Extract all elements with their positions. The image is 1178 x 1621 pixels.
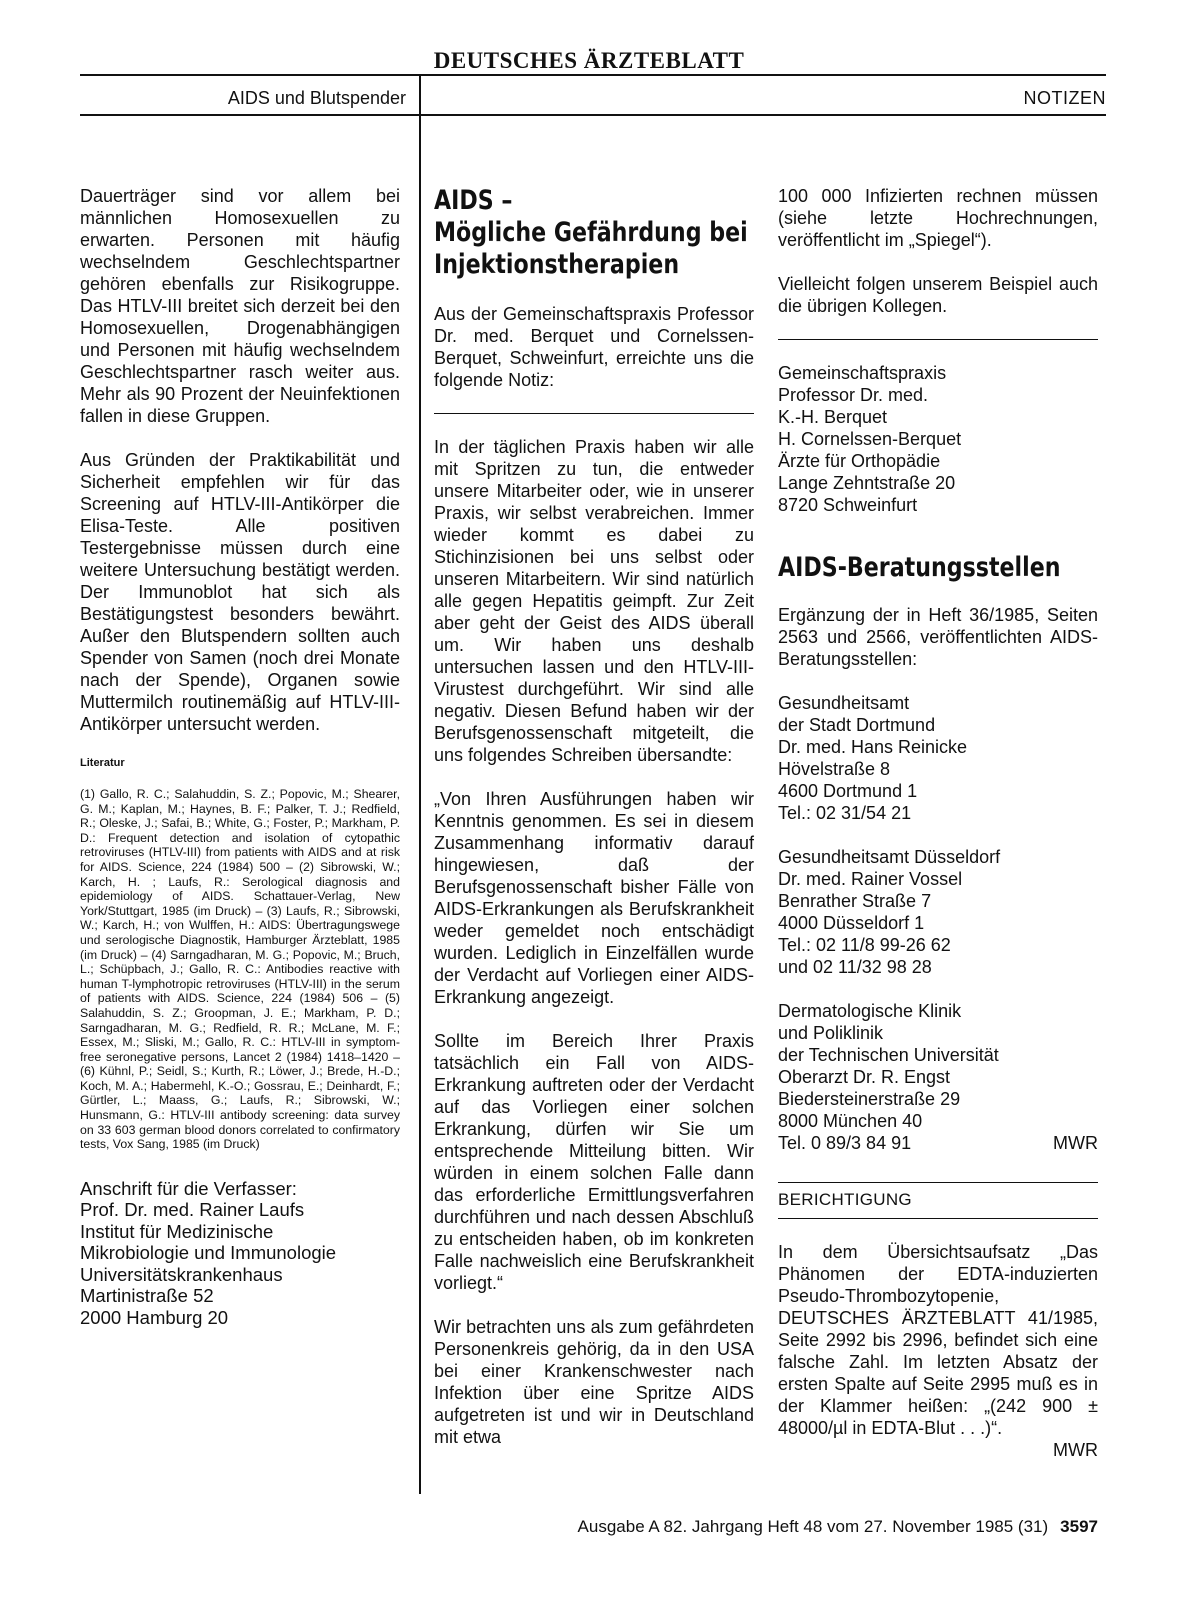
article-quote: „Von Ihren Ausführungen haben wir Kenntnis genommen. Es sei in diesem Zusammenhang informativ darauf hingewiesen, daß der Berufsgenossenschaft bisher Fälle von AIDS-Erkrankungen als Berufskrankheit weder gemeldet noch entschädigt wurden. Lediglich in Einzelfällen wurde der Verdacht auf Vorliegen einer AIDS-Erkrankung angezeigt.	[434, 789, 754, 1007]
column-2	[434, 185, 754, 1470]
header-rule	[80, 114, 1106, 116]
article-paragraph: 100 000 Infizierten rechnen müssen (siehe letzte Hochrechnungen, veröffentlicht im „Spiegel“).	[778, 186, 1098, 250]
office-address: Gesundheitsamt der Stadt Dortmund Dr. med. Hans Reinicke Hövelstraße 8 4600 Dortmund 1 Tel.: 02 31/54 21	[778, 693, 968, 823]
column-3	[778, 185, 1098, 1483]
office-phone: Tel. 0 89/3 84 91	[778, 1133, 912, 1153]
article-paragraph: Vielleicht folgen unserem Beispiel auch die übrigen Kollegen.	[778, 274, 1098, 316]
section-label-right: NOTIZEN	[1023, 88, 1106, 108]
article-intro: Aus der Gemeinschaftspraxis Professor Dr. med. Berquet und Cornelssen-Berquet, Schweinfurt, erreichte uns die folgende Notiz:	[434, 304, 754, 390]
page-number: 3597	[1060, 1517, 1098, 1536]
intro-rule	[434, 413, 754, 414]
correction-text: In dem Übersichtsaufsatz „Das Phänomen der EDTA-induzierten Pseudo-Thrombozytopenie, DEUTSCHES ÄRZTEBLATT 41/1985, Seite 2992 bis 2996, befindet sich eine falsche Zahl. Im letzten Absatz der ersten Spalte auf Seite 2995 muß es in der Klammer heißen: „(242 900 ± 48000/µl in EDTA-Blut . . .)“.	[778, 1242, 1098, 1438]
article-quote: Sollte im Bereich Ihrer Praxis tatsächlich ein Fall von AIDS-Erkrankung auftreten oder der Verdacht auf das Vorliegen einer solchen Erkrankung, dürfen wir Sie um entsprechende Mitteilung bitten. Wir würden in einem solchen Falle dann das erforderliche Ermittlungsverfahren durchführen und nach dessen Abschluß zu entscheiden haben, ob im konkreten Falle nachweislich eine Berufskrankheit vorliegt.“	[434, 1031, 754, 1293]
section-intro: Ergänzung der in Heft 36/1985, Seiten 2563 und 2566, veröffentlichten AIDS-Beratungsstellen:	[778, 605, 1098, 669]
article-paragraph: Dauerträger sind vor allem bei männlichen Homosexuellen zu erwarten. Personen mit häufig wechselndem Geschlechtspartner gehören ebenfalls zur Risikogruppe. Das HTLV-III breitet sich derzeit bei den Homosexuellen, Drogenabhängigen und Personen mit häufig wechselndem Geschlechtspartner rasch weiter aus. Mehr als 90 Prozent der Neuinfektionen fallen in diese Gruppen.	[80, 186, 400, 426]
column-divider	[419, 74, 421, 1494]
paragraph-rule	[778, 339, 1098, 340]
office-address: Dermatologische Klinik und Poliklinik der Technischen Universität Oberarzt Dr. R. Engst Biedersteinerstraße 29 8000 München 40	[778, 1001, 999, 1131]
article-headline: AIDS – Mögliche Gefährdung bei Injektionstherapien	[434, 185, 748, 280]
column-1	[80, 185, 400, 1328]
issue-info: Ausgabe A 82. Jahrgang Heft 48 vom 27. November 1985 (31)	[577, 1517, 1049, 1536]
correction-heading: BERICHTIGUNG	[778, 1182, 1098, 1219]
signature: MWR	[1053, 1440, 1098, 1460]
office-address: Gesundheitsamt Düsseldorf Dr. med. Rainer Vossel Benrather Straße 7 4000 Düsseldorf 1 Tel.: 02 11/8 99-26 62 und 02 11/32 98 28	[778, 847, 1001, 977]
section-label-left: AIDS und Blutspender	[227, 88, 406, 108]
masthead: DEUTSCHES ÄRZTEBLATT	[433, 48, 745, 73]
article-paragraph: Aus Gründen der Praktikabilität und Sicherheit empfehlen wir für das Screening auf HTLV-III-Antikörper die Elisa-Teste. Alle positiven Testergebnisse müssen durch eine weitere Untersuchung bestätigt werden. Der Immunoblot hat sich als Bestätigungstest besonders bewährt. Außer den Blutspendern sollten auch Spender von Samen (noch drei Monate nach der Spende), Organen sowie Muttermilch routinemäßig auf HTLV-III-Antikörper untersucht werden.	[80, 450, 400, 734]
section-heading: AIDS-Beratungsstellen	[778, 552, 1061, 583]
author-address: Anschrift für die Verfasser: Prof. Dr. med. Rainer Laufs Institut für Medizinische Mikrobiologie und Immunologie Universitätskrankenhaus Martinistraße 52 2000 Hamburg 20	[80, 1177, 337, 1328]
office-phone-line	[778, 1132, 1098, 1154]
literature-list: (1) Gallo, R. C.; Salahuddin, S. Z.; Popovic, M.; Shearer, G. M.; Kaplan, M.; Haynes, B. F.; Palker, T. J.; Redfield, R.; Oleske, J.; Safai, B.; White, G.; Foster, P.; Markham, P. D.: Frequent detection and isolation of cytopathic retroviruses (HTLV-III) from patients with AIDS and at risk for AIDS. Science, 224 (1984) 500 – (2) Sibrowski, W.; Karch, H. ; Laufs, R.: Serological diagnosis and epidemiology of AIDS. Schattauer-Verlag, New York/Stuttgart, 1985 (im Druck) – (3) Laufs, R.; Sibrowski, W.; Karch, H.; von Wulffen, H.: AIDS: Übertragungswege und serologische Diagnostik, Hamburger Ärzteblatt, 1985 (im Druck) – (4) Sarngadharan, M. G.; Popovic, M.; Bruch, L.; Schüpbach, J.; Gallo, R. C.: Antibodies reactive with human T-lymphotropic retroviruses (HTLV-III) in the serum of patients with AIDS. Science, 224 (1984) 506 – (5) Salahuddin, S. Z.; Groopman, J. E.; Markham, P. D.; Sarngadharan, M. G.; Redfield, R. R.; McLane, M. F.; Essex, M.; Sliski, M.; Gallo, R. C.: HTLV-III in symptom-free seronegative persons, Lancet 2 (1984) 1418–1420 – (6) Kühnl, P.; Seidl, S.; Kurth, R.; Löwer, J.; Brede, H.-D.; Koch, M. A.; Habermehl, K.-O.; Gossrau, E.; Deinhardt, F.; Gürtler, L.; Maass, G.; Laufs, R.; Sibrowski, W.; Hunsmann, G.: HTLV-III antibody screening: data survey on 33 603 german blood donors correlated to confirmatory tests, Vox Sang, 1985 (im Druck)	[80, 787, 400, 1152]
sender-address: Gemeinschaftspraxis Professor Dr. med. K.-H. Berquet H. Cornelssen-Berquet Ärzte für Orthopädie Lange Zehntstraße 20 8720 Schweinfurt	[778, 363, 962, 515]
masthead-rule	[80, 74, 1106, 76]
article-paragraph: In der täglichen Praxis haben wir alle mit Spritzen zu tun, die entweder unsere Mitarbeiter oder, wie in unserer Praxis, wir selbst verabreichen. Immer wieder kommt es dabei zu Stichinzisionen bei uns selbst oder unseren Mitarbeitern. Wir sind natürlich alle gegen Hepatitis geimpft. Zur Zeit aber geht der Geist des AIDS überall um. Wir haben uns deshalb untersuchen lassen und den HTLV-III-Virustest durchgeführt. Wir sind alle negativ. Diesen Befund haben wir der Berufsgenossenschaft mitgeteilt, die uns folgendes Schreiben übersandte:	[434, 437, 754, 765]
article-paragraph: Wir betrachten uns als zum gefährdeten Personenkreis gehörig, da in den USA bei einer Krankenschwester nach Infektion über eine Spritze AIDS aufgetreten ist und wir in Deutschland mit etwa	[434, 1317, 754, 1447]
page-footer	[578, 1517, 1098, 1537]
literature-heading: Literatur	[80, 757, 125, 769]
signature: MWR	[1053, 1133, 1098, 1153]
